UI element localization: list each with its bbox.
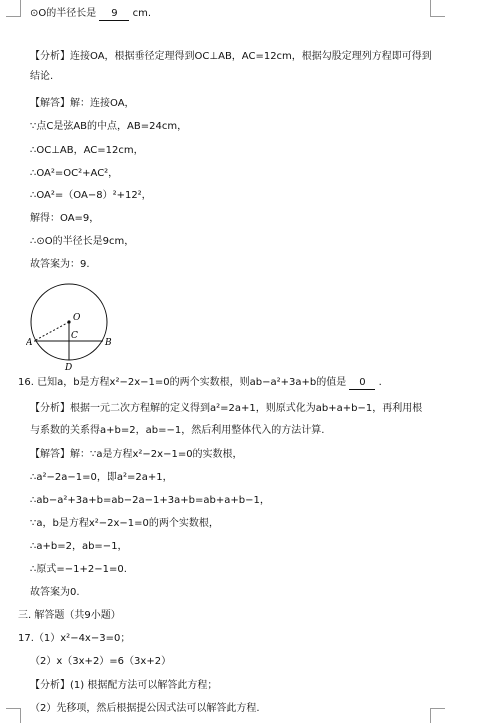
- answer-value: 9: [111, 8, 118, 19]
- question-17-part-1: 17.（1）x²−4x−3=0；: [18, 633, 131, 644]
- analysis-17-line-1: 【分析】(1) 根据配方法可以解答此方程；: [30, 680, 218, 691]
- solution-line-7: ∴⊙O的半径长是9cm，: [30, 236, 135, 247]
- label-o: O: [73, 313, 81, 323]
- crop-mark-bottom-left: [6, 708, 21, 723]
- question-16-blank: [349, 377, 375, 390]
- solution-16-line-7: 故答案为0.: [30, 587, 80, 598]
- circle-figure: [26, 280, 116, 372]
- crop-mark-top-left: [6, 0, 21, 17]
- label-a: A: [26, 338, 33, 348]
- solution-line-4: ∴OA²=OC²+AC²，: [30, 168, 119, 179]
- solution-16-line-5: ∴a+b=2，ab=−1，: [30, 541, 128, 552]
- question-17-part-2: （2）x（3x+2）=6（3x+2）: [30, 656, 172, 667]
- question-16-text: 16. 已知a，b是方程x²−2x−1=0的两个实数根，则ab−a²+3a+b的值是: [18, 377, 347, 388]
- question-16: [18, 377, 382, 390]
- solution-line-8: 故答案为：9.: [30, 259, 90, 270]
- analysis-16-line-2: 与系数的关系得a+b=2，ab=−1，然后利用整体代入的方法计算.: [30, 425, 325, 436]
- answer-blank: [99, 8, 129, 21]
- solution-line-6: 解得：OA=9，: [30, 213, 100, 224]
- analysis-line-1: 【分析】连接OA，根据垂径定理得到OC⊥AB，AC=12cm，根据勾股定理列方程即可得到: [30, 51, 432, 62]
- answer-unit: cm.: [132, 8, 152, 19]
- label-d: D: [65, 363, 73, 372]
- solution-line-5: ∴OA²=（OA−8）²+12²，: [30, 190, 152, 201]
- solution-16-line-3: ∴ab−a²+3a+b=ab−2a−1+3a+b=ab+a+b−1，: [30, 495, 270, 506]
- analysis-line-2: 结论.: [30, 71, 54, 82]
- crop-mark-bottom-right: [430, 708, 445, 723]
- answer-line-radius: [30, 8, 151, 21]
- solution-16-line-2: ∴a²−2a−1=0，即a²=2a+1，: [30, 472, 173, 483]
- label-b: B: [105, 338, 112, 348]
- crop-mark-top-right: [430, 0, 445, 17]
- solution-16-line-4: ∵a，b是方程x²−2x−1=0的两个实数根，: [30, 518, 219, 529]
- analysis-16-line-1: 【分析】根据一元二次方程解的定义得到a²=2a+1，则原式化为ab+a+b−1，再利用根: [30, 403, 423, 414]
- radius-oa-dashed: [34, 322, 69, 341]
- label-c: C: [71, 331, 78, 341]
- question-16-answer: 0: [359, 377, 366, 388]
- solution-16-line-1: 【解答】解：∵a是方程x²−2x−1=0的实数根，: [30, 449, 243, 460]
- solution-line-3: ∴OC⊥AB，AC=12cm，: [30, 145, 144, 156]
- question-16-end: .: [378, 377, 382, 388]
- section-heading: 三. 解答题（共9小题）: [18, 610, 121, 621]
- analysis-17-line-2: （2）先移项，然后根据提公因式法可以解答此方程.: [30, 703, 260, 714]
- center-point: [67, 320, 70, 323]
- solution-line-2: ∵点C是弦AB的中点，AB=24cm，: [30, 121, 188, 132]
- answer-text: ⊙O的半径长是: [30, 8, 97, 19]
- solution-line-1: 【解答】解：连接OA，: [30, 98, 135, 109]
- solution-16-line-6: ∴原式=−1+2−1=0.: [30, 564, 127, 575]
